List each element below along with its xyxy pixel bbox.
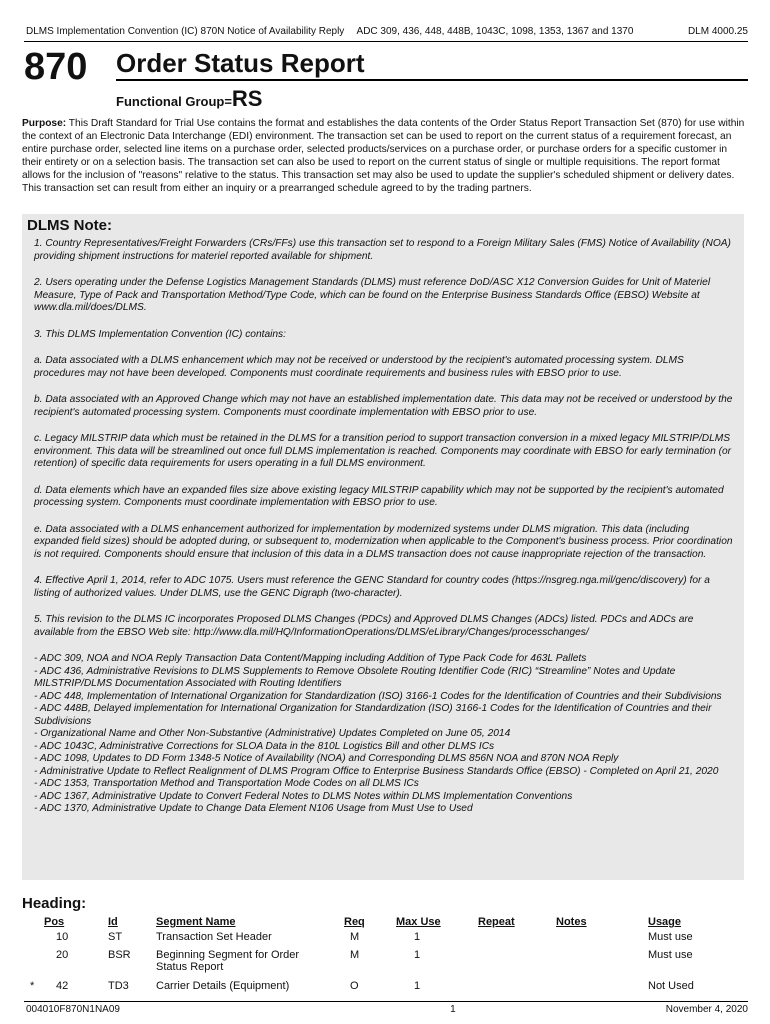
row-usage: Not Used (648, 980, 694, 992)
row-notes (556, 931, 648, 949)
row-repeat (478, 980, 556, 996)
footer-rule (24, 1001, 748, 1002)
purpose-paragraph (22, 117, 746, 195)
file-id: 004010F870N1NA09 (26, 1004, 120, 1015)
col-id: Id (108, 916, 118, 928)
col-max-use: Max Use (396, 916, 441, 928)
note-paragraph: 1. Country Representatives/Freight Forwarders (CRs/FFs) use this transaction set to respond to a Foreign Military Sales (FMS) Notice of Availability (NOA) providing shipment instructions for materiel reported available for shipment. (34, 238, 731, 262)
header-rule (24, 41, 748, 42)
row-notes (556, 949, 648, 980)
doc-id: DLM 4000.25 (687, 26, 748, 37)
dlms-note-box (22, 214, 744, 880)
footer-date: November 4, 2020 (665, 1004, 748, 1015)
change-item: - ADC 1370, Administrative Update to Change Data Element N106 Usage from Must Use to Used (34, 803, 473, 814)
functional-group (116, 86, 262, 112)
change-item: - ADC 448B, Delayed implementation for International Organization for Standardization (ISO) 3166-1 Codes for the Identification of Countries and their Subdivisions (34, 703, 712, 727)
row-max-use: 1 (414, 980, 421, 992)
row-max-use: 1 (414, 931, 421, 943)
transaction-set-number: 870 (24, 46, 88, 88)
change-item: - ADC 1043C, Administrative Corrections for SLOA Data in the 810L Logistics Bill and other DLMS ICs (34, 740, 495, 752)
note-paragraph: d. Data elements which have an expanded files size above existing legacy MILSTRIP capability which may not be supported by the recipient's automated processing system. Components must coordinate implementation with EBSO prior to use. (34, 484, 724, 508)
note-paragraph: 5. This revision to the DLMS IC incorporates Proposed DLMS Changes (PDCs) and Approved DLMS Changes (ADCs) listed. PDCs and ADCs are available from the EBSO Web site: http://www.dla.mil/HQ/InformationOperations/DLMS/eLibrary/Changes/processchanges/ (34, 614, 694, 638)
table-row (24, 949, 738, 980)
note-paragraph: e. Data associated with a DLMS enhancement authorized for implementation by modernized systems under DLMS migration. This data (including expanded field sizes) should be adopted during, or subsequent to, modernization when applicable to the Component's business process. Prior coordination is not required. Components should ensure that inclusion of this data in a DLMS transaction does not cause inappropriate rejection of the transaction. (34, 523, 733, 560)
purpose-label: Purpose: (22, 118, 67, 129)
row-id: BSR (108, 949, 131, 961)
row-usage: Must use (648, 931, 693, 943)
note-paragraph: b. Data associated with an Approved Change which may not have an established implementation date. This data may not be received or understood by the recipient's automated processing system. Components must coordinate implementation with EBSO prior to use. (34, 394, 733, 418)
purpose-text: This Draft Standard for Trial Use contains the format and establishes the data contents of the Order Status Report Transaction Set (870) for use within the context of an Electronic Data Interchange (EDI) environment. The transaction set can be used to report on the current status of a requirement forecast, an entire purchase order, selected line items on a purchase order, selected products/services on a purchase order, or purchase orders for a specific customer in their entirety or on a selection basis. The transaction set can also be used to report on the current status of single or multiple requisitions. The report format allows for the inclusion of "reasons" relative to the status. This transaction set may also be used to update the supplier's scheduled shipment or delivery dates. This transaction set can result from either an inquiry or a prearranged schedule agreed to by the trading partners. (22, 118, 745, 194)
page-title: Order Status Report (116, 48, 365, 78)
row-segment-name: Carrier Details (Equipment) (156, 980, 290, 992)
running-footer (26, 1004, 748, 1015)
row-id: TD3 (108, 980, 129, 992)
note-paragraph: 2. Users operating under the Defense Logistics Management Standards (DLMS) must reference DoD/ASC X12 Conversion Guides for Unit of Materiel Measure, Type of Pack and Transportation Method/Type Code, which can be found on the Enterprise Business Standards Office (EBSO) Website at www.dla.mil/does/DLMS. (34, 277, 711, 313)
col-notes: Notes (556, 916, 587, 928)
col-pos: Pos (44, 916, 65, 928)
row-mark (24, 949, 44, 980)
change-item: - ADC 448, Implementation of International Organization for Standardization (ISO) 3166-1 Codes for the Identification of Countries and their Subdivisions (34, 690, 722, 702)
segment-table (24, 916, 738, 996)
change-item: - ADC 436, Administrative Revisions to DLMS Supplements to Remove Obsolete Routing Identifier Code (RIC) “Streamline” Notes and Update MILSTRIP/DLMS Documentation Associated with Routing Identifiers (34, 665, 676, 689)
functional-group-value: RS (231, 86, 263, 111)
page-number: 1 (450, 1004, 456, 1015)
note-paragraph: 3. This DLMS Implementation Convention (IC) contains: (34, 328, 286, 340)
row-mark (24, 931, 44, 949)
row-usage: Must use (648, 949, 693, 961)
table-header-row (24, 916, 738, 931)
change-item: - ADC 309, NOA and NOA Reply Transaction Data Content/Mapping including Addition of Type Pack Code for 463L Pallets (34, 653, 587, 664)
change-item: - ADC 1098, Updates to DD Form 1348-5 Notice of Availability (NOA) and Corresponding DLMS 856N NOA and 870N NOA Reply (34, 753, 619, 764)
change-list (34, 653, 736, 816)
row-segment-name: Transaction Set Header (156, 931, 272, 943)
row-pos: 10 (56, 931, 69, 943)
change-item: - Administrative Update to Reflect Realignment of DLMS Program Office to Enterprise Business Standards Office (EBSO) - Completed on April 21, 2020 (34, 765, 719, 777)
row-pos: 20 (56, 949, 69, 961)
note-paragraph: c. Legacy MILSTRIP data which must be retained in the DLMS for a transition period to support transaction conversion in a mixed legacy MILSTRIP/DLMS environment. This data will be streamlined out once full DLMS implementation is reached. Components may coordinate with EBSO for early termination (or retention) of specific data requirements for users operating in a full DLMS environment. (34, 433, 732, 469)
row-req: M (350, 949, 360, 961)
row-repeat (478, 949, 556, 980)
col-req: Req (344, 916, 365, 928)
row-repeat (478, 931, 556, 949)
row-pos: 42 (56, 980, 69, 992)
row-req: M (350, 931, 360, 943)
convention-title: DLMS Implementation Convention (IC) 870N Notice of Availability Reply (26, 26, 345, 37)
row-max-use: 1 (414, 949, 421, 961)
row-notes (556, 980, 648, 996)
dlms-note-title: DLMS Note: (27, 217, 112, 234)
change-item: - ADC 1367, Administrative Update to Convert Federal Notes to DLMS Notes within DLMS Implementation Conventions (34, 790, 573, 802)
table-row (24, 931, 738, 949)
change-item: - Organizational Name and Other Non-Substantive (Administrative) Updates Completed on June 05, 2014 (34, 728, 511, 739)
dlms-note-body (34, 238, 736, 816)
row-segment-name: Beginning Segment for Order Status Report (156, 949, 300, 973)
row-id: ST (108, 931, 123, 943)
col-usage: Usage (648, 916, 682, 928)
row-mark: * (30, 980, 35, 992)
heading-section-title: Heading: (22, 895, 87, 912)
col-repeat: Repeat (478, 916, 515, 928)
table-row (24, 980, 738, 996)
col-segment-name: Segment Name (156, 916, 236, 928)
change-item: - ADC 1353, Transportation Method and Transportation Mode Codes on all DLMS ICs (34, 778, 419, 789)
title-rule (116, 79, 748, 81)
functional-group-label: Functional Group= (116, 94, 232, 109)
row-req: O (350, 980, 359, 992)
note-paragraph: a. Data associated with a DLMS enhancement which may not be received or understood by the recipient's automated processing system. DLMS procedures may not have been developed. Components must coordinate requirements and business rules with EBSO prior to use. (34, 355, 684, 379)
note-paragraph: 4. Effective April 1, 2014, refer to ADC 1075. Users must reference the GENC Standard for country codes (https://nsgreg.nga.mil/genc/discovery) for a listing of authorized values. Under DLMS, use the GENC Digraph (two-character). (34, 575, 710, 599)
running-header (26, 26, 748, 37)
adc-list: ADC 309, 436, 448, 448B, 1043C, 1098, 1353, 1367 and 1370 (356, 26, 634, 37)
